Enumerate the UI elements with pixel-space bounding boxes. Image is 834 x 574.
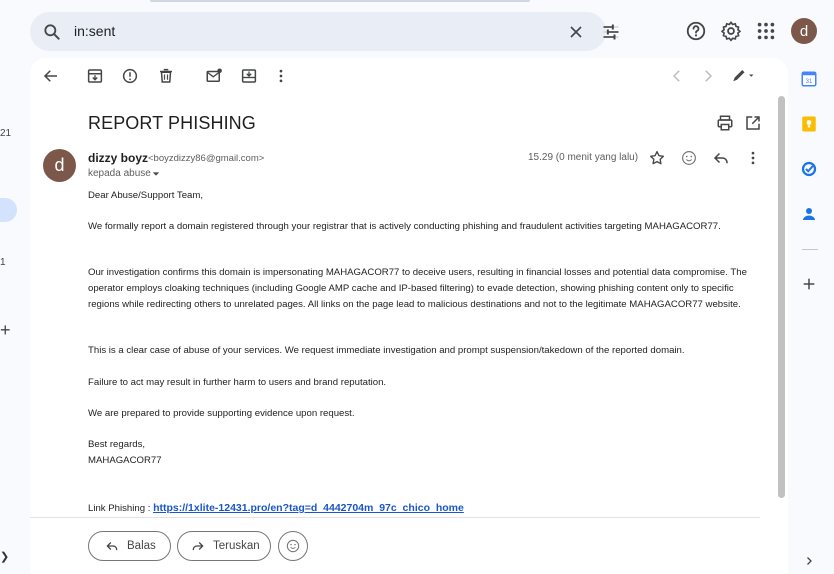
message-more-icon[interactable]	[744, 149, 762, 167]
body-paragraph: We are prepared to provide supporting evidence upon request.	[88, 408, 355, 419]
help-icon[interactable]	[685, 20, 707, 42]
rail-count: 1	[0, 257, 6, 268]
rail-count: 21	[0, 128, 12, 139]
rail-expand-icon[interactable]: ❯	[0, 551, 10, 563]
chevron-down-icon[interactable]	[152, 170, 160, 178]
apps-icon[interactable]	[755, 20, 777, 42]
clear-icon[interactable]	[566, 22, 586, 42]
more-icon[interactable]	[272, 67, 290, 85]
star-icon[interactable]	[648, 149, 666, 167]
reply-icon	[105, 539, 119, 553]
search-input[interactable]	[74, 20, 514, 42]
sender-email: <boyzdizzy86@gmail.com>	[148, 153, 265, 164]
search-bar[interactable]	[30, 12, 606, 51]
open-new-window-icon[interactable]	[744, 114, 762, 132]
account-avatar[interactable]: d	[791, 18, 817, 44]
top-edge-bar	[150, 0, 530, 2]
side-divider	[802, 249, 818, 250]
body-paragraph: Our investigation confirms this domain is impersonating MAHAGACOR77 to deceive users, resulting in financial losses and potential data compromise. The operator employs cloaking techniques (including Google AMP cache and IP-based filtering) to evade detection, showing phishing content only to specific regions while redirecting others to unrelated pages. All links on the page lead to malicious destinations and not to the legitimate MAHAGACOR77 website.	[88, 267, 747, 310]
link-label: Link Phishing :	[88, 503, 154, 514]
message-time: 15.29 (0 menit yang lalu)	[528, 152, 639, 163]
divider	[30, 517, 760, 518]
sender-name[interactable]: dizzy boyz	[88, 151, 149, 165]
delete-icon[interactable]	[157, 67, 175, 85]
tune-icon[interactable]	[601, 22, 621, 42]
body-greeting: Dear Abuse/Support Team,	[88, 190, 204, 201]
search-icon[interactable]	[42, 22, 62, 42]
keep-icon[interactable]	[800, 115, 818, 133]
forward-label: Teruskan	[213, 540, 260, 552]
move-to-icon[interactable]	[240, 67, 258, 85]
print-icon[interactable]	[716, 114, 734, 132]
email-subject: REPORT PHISHING	[88, 113, 256, 133]
report-spam-icon[interactable]	[121, 67, 139, 85]
rail-active-item[interactable]	[0, 198, 17, 222]
prev-icon[interactable]	[668, 67, 686, 85]
body-paragraph: This is a clear case of abuse of your services. We request immediate investigation and prompt suspension/takedown of the reported domain.	[88, 345, 685, 356]
rail-add-icon[interactable]: +	[0, 320, 11, 340]
scrollbar[interactable]	[778, 96, 785, 498]
settings-icon[interactable]	[720, 20, 742, 42]
emoji-icon[interactable]	[680, 149, 698, 167]
back-icon[interactable]	[42, 67, 60, 85]
reply-icon[interactable]	[712, 149, 730, 167]
body-signature: MAHAGACOR77	[88, 455, 162, 466]
forward-button[interactable]	[177, 531, 271, 561]
emoji-reaction-button[interactable]	[278, 531, 308, 561]
reply-button[interactable]	[88, 531, 171, 561]
pen-icon[interactable]	[730, 67, 756, 85]
contacts-icon[interactable]	[800, 205, 818, 223]
svg-text:31: 31	[805, 78, 813, 85]
phishing-link-line	[88, 502, 464, 514]
tasks-icon[interactable]	[800, 160, 818, 178]
reply-label: Balas	[127, 540, 156, 552]
mark-unread-icon[interactable]	[205, 67, 223, 85]
sender-avatar[interactable]: d	[43, 149, 76, 182]
emoji-icon	[285, 538, 301, 554]
recipient-label: kepada abuse	[88, 168, 151, 179]
forward-icon	[191, 539, 205, 553]
add-icon[interactable]	[801, 276, 817, 292]
body-paragraph: Failure to act may result in further harm to users and brand reputation.	[88, 377, 387, 388]
calendar-icon[interactable]	[800, 70, 818, 88]
phishing-link[interactable]: https://1xlite-12431.pro/en?tag=d_4442704m_97c_chico_home	[153, 502, 464, 514]
body-paragraph: We formally report a domain registered through your registrar that is actively conducting phishing and fraudulent activities targeting MAHAGACOR77.	[88, 221, 721, 232]
body-signoff: Best regards,	[88, 439, 146, 450]
next-icon[interactable]	[699, 67, 717, 85]
message-pane	[30, 58, 788, 574]
chevron-right-icon[interactable]	[803, 555, 815, 567]
archive-icon[interactable]	[86, 67, 104, 85]
